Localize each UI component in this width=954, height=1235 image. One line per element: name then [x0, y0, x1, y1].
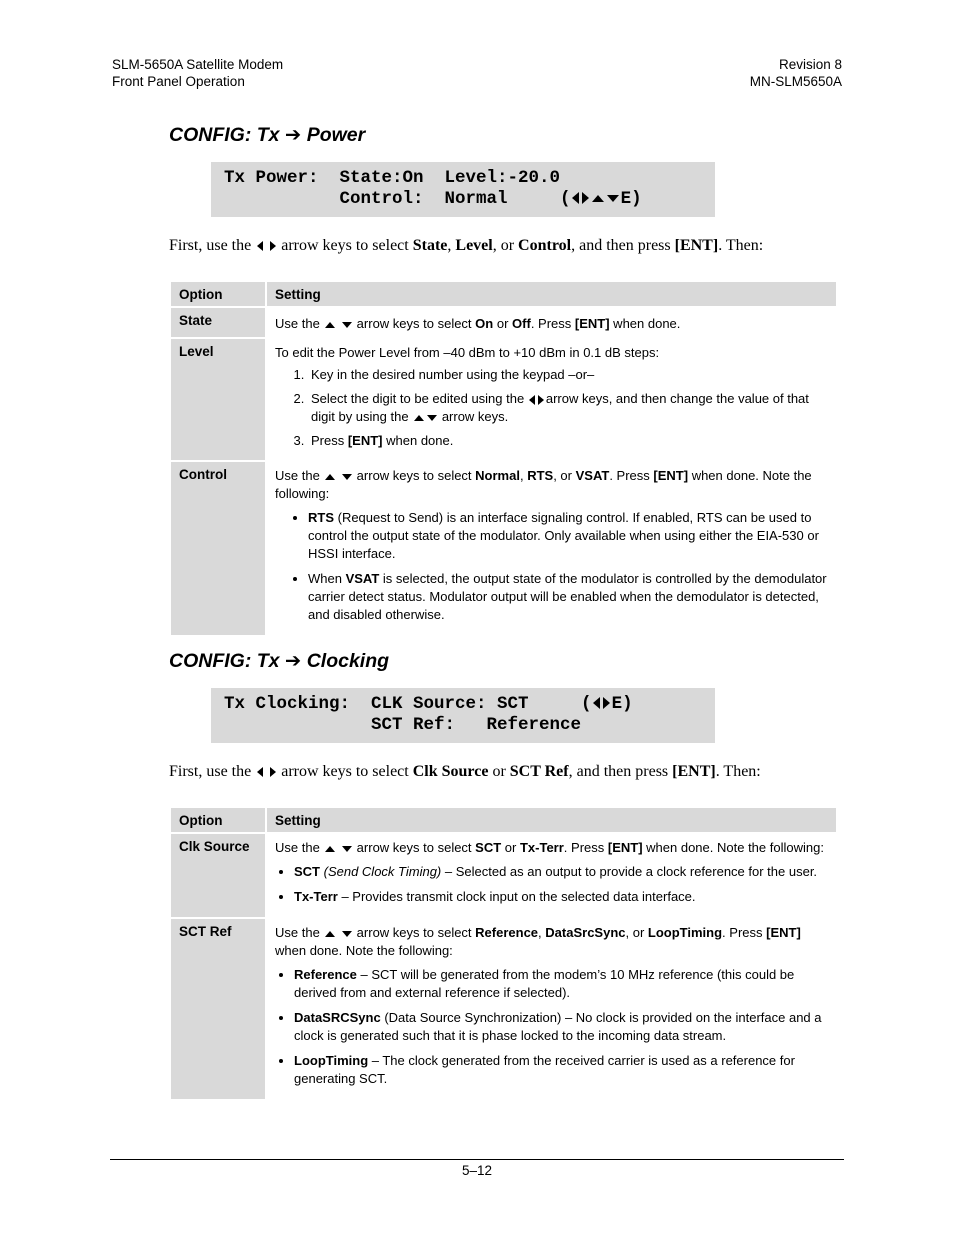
up-arrow-icon — [325, 931, 335, 937]
text: when done. Note the following: — [275, 943, 453, 958]
list-item — [294, 863, 827, 881]
text: Use the — [275, 925, 320, 940]
option-name: Level — [171, 339, 265, 460]
lcd-line-2: SCT Ref: Reference — [224, 715, 582, 735]
intro-sep: , or — [492, 237, 519, 254]
sct-ref-notes — [275, 966, 827, 1088]
ent-key: [ENT] — [653, 468, 689, 483]
column-header-setting: Setting — [267, 808, 836, 832]
intro-ent: [ENT] — [672, 763, 716, 780]
text: , or — [625, 925, 648, 940]
down-arrow-icon — [342, 474, 352, 480]
left-arrow-icon — [257, 241, 263, 251]
option-name: State — [171, 308, 265, 337]
text: . Press — [563, 840, 608, 855]
table-row-sct-ref — [171, 919, 836, 1099]
text: arrow keys to select — [353, 468, 476, 483]
up-arrow-icon — [592, 195, 604, 202]
text: or — [493, 316, 513, 331]
text: . Press — [722, 925, 767, 940]
intro-sep: or — [488, 763, 510, 780]
right-arrow-icon: ➔ — [284, 123, 302, 146]
term: DataSRCSync — [294, 1010, 381, 1025]
value-tx-terr: Tx-Terr — [519, 840, 564, 855]
text: arrow keys to select — [353, 840, 476, 855]
text: when done. — [609, 316, 681, 331]
intro-mid: arrow keys to select — [277, 237, 413, 254]
term: RTS — [308, 510, 334, 525]
value-datasrcsync: DataSrcSync — [545, 925, 626, 940]
value-off: Off — [512, 316, 531, 331]
list-item — [294, 888, 827, 906]
up-arrow-icon — [325, 846, 335, 852]
intro-sep: , — [447, 237, 456, 254]
title-suffix: Power — [306, 124, 366, 146]
table-row-clk-source — [171, 834, 836, 917]
table-row-level — [171, 339, 836, 460]
lcd-line-1-end: E) — [611, 694, 633, 714]
column-header-option: Option — [171, 808, 265, 832]
page-header-left — [112, 56, 283, 90]
doc-number: MN-SLM5650A — [749, 74, 842, 89]
intro-end: , and then press — [571, 237, 675, 254]
option-setting — [267, 339, 836, 460]
text: (Request to Send) is an interface signaling control. If enabled, RTS can be used to control the output state of the modulator. Only available when using either the EIA-530 or HSSI interface. — [308, 510, 819, 561]
intro-text-tx-clocking — [169, 763, 761, 781]
text: – Selected as an output to provide a clock reference for the user. — [441, 864, 818, 879]
text: , — [538, 925, 546, 940]
doc-title: SLM-5650A Satellite Modem — [112, 57, 284, 72]
intro-mid: arrow keys to select — [277, 763, 413, 780]
column-header-setting: Setting — [267, 282, 836, 306]
section-title-tx-clocking — [169, 649, 389, 673]
table-row-state — [171, 308, 836, 337]
options-table-tx-power — [169, 280, 838, 637]
left-arrow-icon — [572, 192, 579, 204]
intro-end: , and then press — [568, 763, 673, 780]
up-arrow-icon — [325, 322, 335, 328]
lcd-line-2-text: Control: Normal ( — [224, 189, 571, 209]
list-item — [308, 390, 827, 426]
right-arrow-icon: ➔ — [284, 649, 302, 672]
list-item — [308, 570, 827, 624]
term-expansion: (Send Clock Timing) — [320, 864, 442, 879]
intro-text-tx-power — [169, 237, 763, 255]
text: or — [501, 840, 520, 855]
option-setting — [267, 308, 836, 337]
text: – Provides transmit clock input on the selected data interface. — [337, 889, 696, 904]
intro-start: First, use the — [169, 763, 252, 780]
down-arrow-icon — [342, 846, 352, 852]
value-rts: RTS — [527, 468, 554, 483]
list-item: 1. Key in the desired number using the keypad –or– — [308, 366, 827, 384]
value-sct: SCT — [475, 840, 502, 855]
title-prefix: CONFIG: Tx — [169, 124, 280, 146]
text: – The clock generated from the received carrier is used as a reference for generating SCT. — [294, 1053, 795, 1086]
column-header-option: Option — [171, 282, 265, 306]
intro-start: First, use the — [169, 237, 252, 254]
lcd-line-1-text: Tx Clocking: CLK Source: SCT ( — [224, 694, 592, 714]
value-on: On — [475, 316, 494, 331]
title-suffix: Clocking — [306, 650, 390, 672]
right-arrow-icon — [270, 241, 276, 251]
right-arrow-icon — [603, 697, 610, 709]
intro-sct-ref: SCT Ref — [509, 763, 569, 780]
list-item — [294, 966, 827, 1002]
text: arrow keys to select — [353, 925, 476, 940]
control-notes — [275, 509, 827, 624]
text: Use the — [275, 316, 320, 331]
title-prefix: CONFIG: Tx — [169, 650, 280, 672]
left-arrow-icon — [257, 767, 263, 777]
lcd-line-2-end: E) — [620, 189, 642, 209]
text: when done. — [382, 433, 454, 448]
doc-revision: Revision 8 — [778, 57, 842, 72]
text: when done. Note the following: — [642, 840, 824, 855]
text: arrow keys to select — [353, 316, 476, 331]
table-header-row — [171, 808, 836, 832]
ent-key: [ENT] — [766, 925, 801, 940]
table-row-control — [171, 462, 836, 635]
right-arrow-icon — [270, 767, 276, 777]
ent-key: [ENT] — [347, 433, 383, 448]
left-arrow-icon — [529, 395, 535, 405]
list-item — [308, 509, 827, 563]
option-name: Clk Source — [171, 834, 265, 917]
level-steps — [275, 366, 827, 450]
options-table-tx-clocking — [169, 806, 838, 1101]
lcd-display-tx-clocking — [211, 688, 715, 743]
text: Press — [311, 433, 348, 448]
value-vsat: VSAT — [575, 468, 610, 483]
text: Select the digit to be edited using the — [311, 391, 525, 406]
lcd-line-2 — [224, 189, 715, 210]
left-arrow-icon — [593, 697, 600, 709]
value-looptiming: LoopTiming — [647, 925, 723, 940]
text: is selected, the output state of the modulator is controlled by the demodulator carrier detect status. Modulator output will be enabled when the demodulator is detected, and disabled otherwise. — [308, 571, 827, 622]
down-arrow-icon — [342, 322, 352, 328]
term: Tx-Terr — [294, 889, 338, 904]
text: . Press — [530, 316, 575, 331]
text: , — [519, 468, 528, 483]
footer-divider — [110, 1159, 844, 1160]
text: When — [308, 571, 346, 586]
down-arrow-icon — [342, 931, 352, 937]
lcd-line-1 — [224, 694, 715, 715]
text: arrow keys, and then change the value of that digit by using the — [311, 391, 809, 424]
value-normal: Normal — [475, 468, 520, 483]
level-intro: To edit the Power Level from –40 dBm to +10 dBm in 0.1 dB steps: — [275, 345, 660, 360]
control-intro — [275, 467, 827, 503]
text: , or — [553, 468, 576, 483]
lcd-display-tx-power — [211, 162, 715, 217]
term: SCT — [294, 864, 320, 879]
intro-level: Level — [455, 237, 493, 254]
option-setting — [267, 919, 836, 1099]
option-setting — [267, 462, 836, 635]
list-item — [294, 1009, 827, 1045]
intro-end: . Then: — [718, 237, 764, 254]
value-reference: Reference — [475, 925, 539, 940]
intro-ent: [ENT] — [674, 237, 719, 254]
option-setting — [267, 834, 836, 917]
section-title-tx-power — [169, 123, 365, 147]
term: Reference — [294, 967, 357, 982]
text: Use the — [275, 840, 320, 855]
page-number: 5–12 — [461, 1163, 493, 1178]
text: (Data Source Synchronization) – No clock is provided on the interface and a clock is generated such that it is phase locked to the incoming data stream. — [294, 1010, 822, 1043]
doc-chapter: Front Panel Operation — [112, 74, 245, 89]
intro-control: Control — [518, 237, 572, 254]
text: . Press — [609, 468, 654, 483]
ent-key: [ENT] — [607, 840, 643, 855]
text: – SCT will be generated from the modem’s 10 MHz reference (this could be derived from and external reference if selected). — [294, 967, 795, 1000]
list-item — [308, 432, 827, 450]
down-arrow-icon — [607, 195, 619, 202]
ent-key: [ENT] — [574, 316, 610, 331]
right-arrow-icon — [582, 192, 589, 204]
up-arrow-icon — [325, 474, 335, 480]
intro-clk-source: Clk Source — [412, 763, 489, 780]
text: Use the — [275, 468, 320, 483]
clk-source-notes — [275, 863, 827, 906]
text: arrow keys. — [438, 409, 509, 424]
right-arrow-icon — [538, 395, 544, 405]
list-item — [294, 1052, 827, 1088]
text: when done. Note the following: — [275, 468, 812, 501]
option-name: Control — [171, 462, 265, 635]
up-arrow-icon — [414, 415, 424, 421]
clk-source-intro — [275, 839, 827, 857]
lcd-line-1: Tx Power: State:On Level:-20.0 — [224, 168, 561, 188]
term: LoopTiming — [294, 1053, 369, 1068]
sct-ref-intro — [275, 924, 827, 960]
page-header-right — [750, 56, 842, 90]
intro-state: State — [412, 237, 448, 254]
option-name: SCT Ref — [171, 919, 265, 1099]
intro-end: . Then: — [715, 763, 761, 780]
table-header-row — [171, 282, 836, 306]
term: VSAT — [345, 571, 380, 586]
down-arrow-icon — [427, 415, 437, 421]
